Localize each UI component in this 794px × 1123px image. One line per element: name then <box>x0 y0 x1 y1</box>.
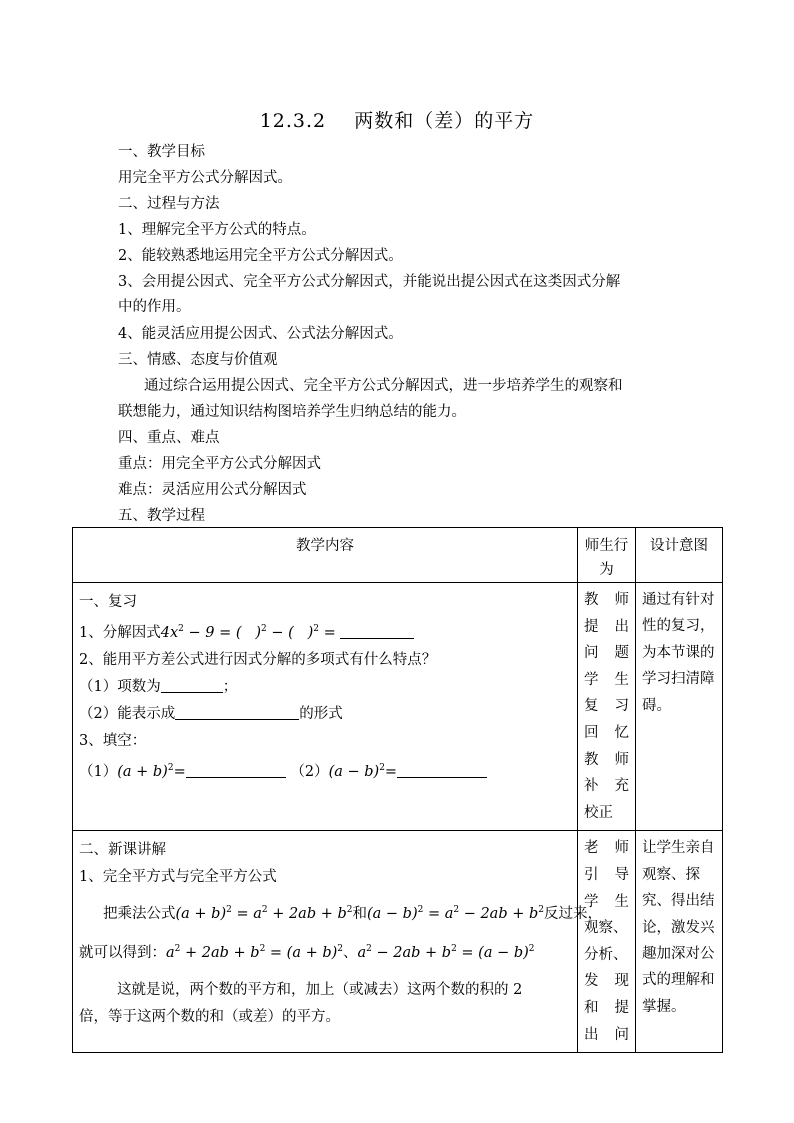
lesson-heading: 二、新课讲解 <box>79 842 166 859</box>
review-q2a-suffix: ； <box>222 679 238 695</box>
header-intent: 设计意图 <box>636 528 723 583</box>
review-intent: 通过有针对性的复习，为本节课的学习扫清障碍。 <box>636 583 723 831</box>
review-q3b-label: （2） <box>290 764 329 780</box>
review-heading: 一、复习 <box>79 594 137 610</box>
role-line: 学 生 <box>584 671 629 688</box>
lesson-intent: 让学生亲自观察、探究、得出结论，激发兴趣加深对公式的理解和掌握。 <box>636 831 723 1053</box>
lesson-p1-suffix: 反过来， <box>544 906 602 923</box>
role-line: 引 导 <box>584 866 629 883</box>
review-q3a-label: （1） <box>79 764 118 780</box>
review-q1 <box>79 616 571 647</box>
emotion-text-1: 通过综合运用提公因式、完全平方公式分解因式，进一步培养学生的观察和 <box>144 378 623 394</box>
page-title: 12.3.2 两数和（差）的平方 <box>259 110 535 132</box>
review-q3a-formula: $(a + b)^2=$ <box>117 763 186 780</box>
review-q2a-label: （1）项数为 <box>79 679 161 695</box>
role-line: 回 忆 <box>584 724 629 741</box>
review-q1-prefix: 1、分解因式 <box>79 625 161 641</box>
answer-blank-4[interactable] <box>186 763 286 778</box>
role-line: 补 充 <box>584 778 629 795</box>
formula-reverse-diff: $a^2 - 2ab + b^2 = (a - b)^2$ <box>357 944 535 962</box>
review-role <box>578 583 636 831</box>
lesson-p2-sep: 、 <box>343 945 358 962</box>
process-heading: 二、过程与方法 <box>118 196 220 212</box>
teaching-heading: 五、教学过程 <box>118 508 205 524</box>
process-item-3: 3、会用提公因式、完全平方公式分解因式，并能说出提公因式在这类因式分解 <box>118 274 621 290</box>
table-row-review <box>73 583 723 831</box>
review-q3-items <box>79 755 571 786</box>
review-q2b <box>79 701 571 728</box>
emotion-text-2: 联想能力，通过知识结构图培养学生归纳总结的能力。 <box>118 404 466 420</box>
process-item-3-cont: 中的作用。 <box>118 299 191 315</box>
lesson-p1-prefix: 把乘法公式 <box>103 906 176 923</box>
role-line: 分析、 <box>584 946 628 963</box>
role-line: 校正 <box>584 804 613 821</box>
answer-blank-5[interactable] <box>397 763 487 778</box>
role-line: 出 问 <box>584 1026 629 1043</box>
role-line: 教 师 <box>584 592 629 608</box>
answer-blank-3[interactable] <box>175 705 299 720</box>
answer-blank-2[interactable] <box>161 678 223 693</box>
difficult-point: 难点：灵活应用公式分解因式 <box>118 482 307 498</box>
role-line: 提 出 <box>584 618 629 635</box>
review-q3b-formula: $(a - b)^2=$ <box>328 763 398 780</box>
lesson-role <box>578 831 636 1053</box>
answer-blank-1[interactable] <box>340 624 414 639</box>
role-line: 观察、 <box>584 920 628 937</box>
formula-reverse-sum: $a^2 + 2ab + b^2 = (a + b)^2$ <box>166 944 344 962</box>
key-heading: 四、重点、难点 <box>118 430 220 446</box>
role-line: 老 师 <box>584 840 629 857</box>
table-row-new-lesson <box>73 831 723 1053</box>
key-point: 重点：用完全平方公式分解因式 <box>118 456 321 472</box>
lesson-p1-and: 和 <box>352 906 367 923</box>
lesson-p2 <box>79 936 571 967</box>
process-item-4: 4、能灵活应用提公因式、公式法分解因式。 <box>118 326 403 342</box>
review-q1-formula: $4x^2 - 9$ = ( )$^2$ − ( )$^2$ = <box>160 624 341 641</box>
lesson-p3: 这就是说，两个数的平方和，加上（或减去）这两个数的积的 2 <box>117 982 523 999</box>
role-line: 学 生 <box>584 893 629 910</box>
role-line: 发 现 <box>584 973 629 990</box>
process-item-2: 2、能较熟悉地运用完全平方公式分解因式。 <box>118 248 403 264</box>
review-q2b-suffix: 的形式 <box>299 706 343 722</box>
lesson-p4: 倍，等于这两个数的和（或差）的平方。 <box>79 1009 340 1026</box>
lesson-sub1: 1、完全平方式与完全平方公式 <box>79 869 277 886</box>
header-role: 师生行为 <box>578 528 636 583</box>
review-q2b-label: （2）能表示成 <box>79 706 176 722</box>
header-content: 教学内容 <box>73 528 578 583</box>
review-content <box>73 583 578 831</box>
teaching-process-table <box>72 527 723 1053</box>
lesson-p2-prefix: 就可以得到： <box>79 945 166 962</box>
role-line: 复 习 <box>584 698 629 715</box>
formula-sum-square: $(a + b)^2 = a^2 + 2ab + b^2$ <box>175 905 353 923</box>
lesson-p1 <box>79 897 602 928</box>
emotion-heading: 三、情感、态度与价值观 <box>118 352 278 368</box>
review-q2: 2、能用平方差公式进行因式分解的多项式有什么特点？ <box>79 652 437 668</box>
lesson-content <box>73 831 602 1053</box>
role-line: 和 提 <box>584 999 629 1016</box>
review-q2a <box>79 674 571 701</box>
role-line: 问 题 <box>584 645 629 662</box>
process-item-1: 1、理解完全平方公式的特点。 <box>118 222 316 238</box>
review-q3: 3、填空： <box>79 733 147 749</box>
goal-heading: 一、教学目标 <box>118 144 205 160</box>
table-header-row <box>73 528 723 583</box>
formula-diff-square: $(a - b)^2 = a^2 - 2ab + b^2$ <box>367 905 544 923</box>
goal-text: 用完全平方公式分解因式。 <box>118 170 292 186</box>
role-line: 教 师 <box>584 751 629 768</box>
